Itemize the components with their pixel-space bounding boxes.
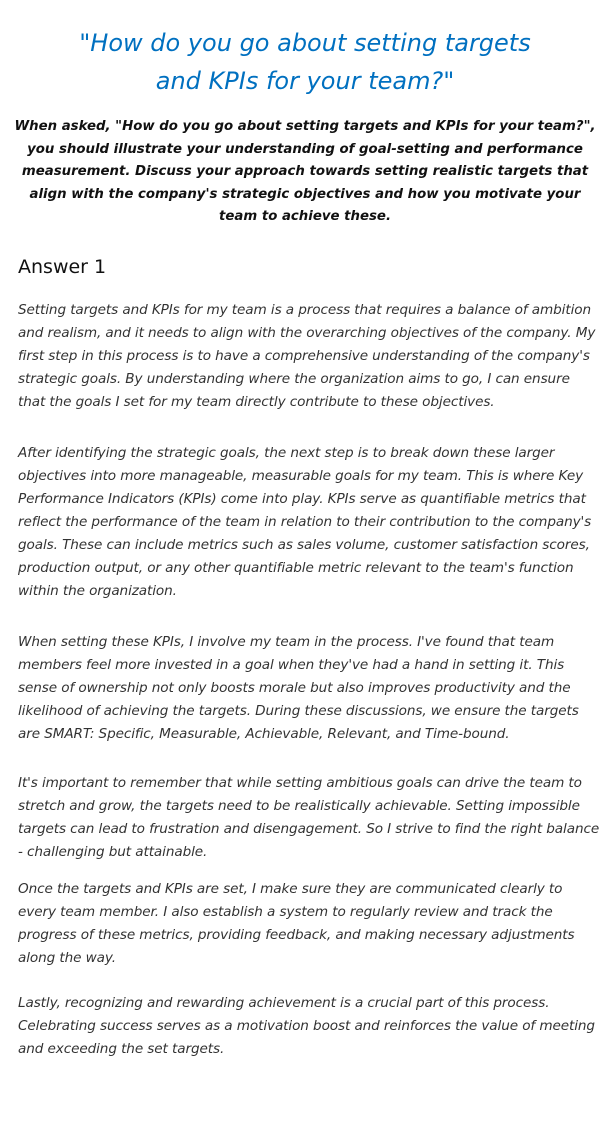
answer-paragraph: Lastly, recognizing and rewarding achievement is a crucial part of this process. Celebrating success serves as a motivation boost and reinforces the value of meeting and exceeding the set targets. bbox=[18, 994, 595, 1057]
title-line-2: and KPIs for your team?" bbox=[155, 67, 455, 95]
answer-heading: Answer 1 bbox=[18, 255, 107, 278]
answer-paragraph: Setting targets and KPIs for my team is a process that requires a balance of ambition and realism, and it needs to align with the overarching objectives of the company. My first step in this process is to have a comprehensive understanding of the company's strategic goals. By understanding where the organization aims to go, I can ensure that the goals I set for my team directly contribute to these objectives. bbox=[18, 301, 596, 410]
answer-paragraph: When setting these KPIs, I involve my team in the process. I've found that team members feel more invested in a goal when they've had a hand in setting it. This sense of ownership not only boosts morale but also improves productivity and the likelihood of achieving the targets. During these discussions, we ensure the targets are SMART: Specific, Measurable, Achievable, Relevant, and Time-bound. bbox=[18, 633, 579, 742]
answer-paragraph: After identifying the strategic goals, the next step is to break down these larger objectives into more manageable, measurable goals for my team. This is where Key Performance Indicators (KPIs) come into play. KPIs serve as quantifiable metrics that reflect the performance of the team in relation to their contribution to the company's goals. These can include metrics such as sales volume, customer satisfaction scores, production output, or any other quantifiable metric relevant to the team's function within the organization. bbox=[18, 444, 592, 599]
intro-text: When asked, "How do you go about setting targets and KPIs for your team?", you should illustrate your understanding of goal-setting and performance measurement. Discuss your approach towards setting realistic targets that align with the company's strategic objectives and how you motivate your team to achieve these. bbox=[14, 119, 596, 224]
title-line-1: "How do you go about setting targets bbox=[79, 29, 531, 57]
answer-paragraph: It's important to remember that while setting ambitious goals can drive the team to stretch and grow, the targets need to be realistically achievable. Setting impossible targets can lead to frustration and disengagement. So I strive to find the right balance - challenging but attainable. bbox=[18, 774, 600, 860]
answer-body bbox=[0, 299, 610, 1061]
answer-paragraph: Once the targets and KPIs are set, I make sure they are communicated clearly to every team member. I also establish a system to regularly review and track the progress of these metrics, providing feedback, and making necessary adjustments along the way. bbox=[18, 880, 575, 966]
page-title bbox=[20, 24, 590, 100]
